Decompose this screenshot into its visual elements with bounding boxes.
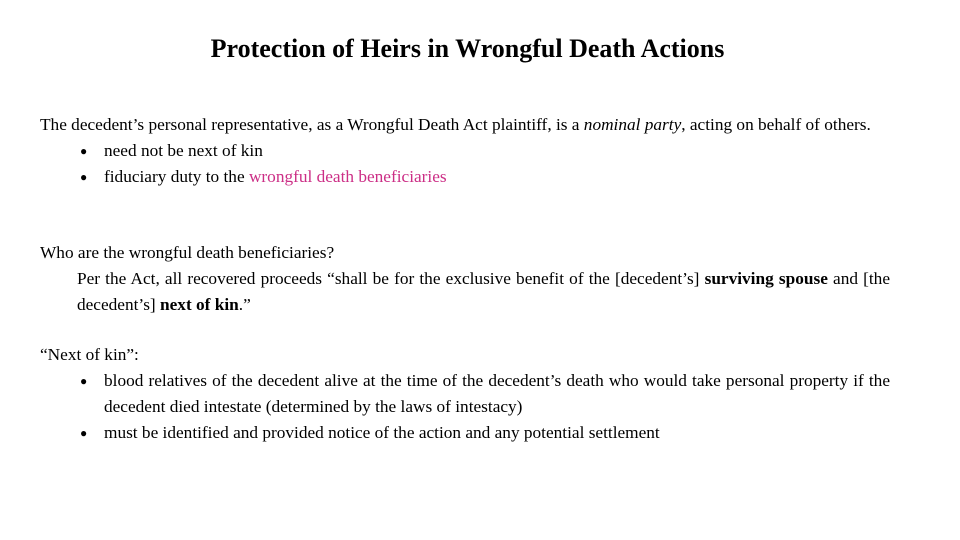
bullet-icon: ● <box>80 170 88 184</box>
next-of-kin-term: next of kin <box>160 295 239 314</box>
bullet-text: fiduciary duty to the <box>104 167 249 186</box>
slide-title: Protection of Heirs in Wrongful Death Actions <box>210 34 725 63</box>
intro-bullet-list <box>40 138 890 190</box>
next-of-kin-section <box>40 342 890 446</box>
next-of-kin-heading: “Next of kin”: <box>40 345 139 364</box>
bullet-icon: ● <box>80 374 88 388</box>
list-item <box>40 368 890 420</box>
nominal-party-phrase: nominal party <box>583 115 682 134</box>
beneficiaries-highlight: wrongful death beneficiaries <box>248 167 447 186</box>
answer-text-1: Per the Act, all recovered proceeds “shall be for the exclusive benefit of the [decedent’s] <box>77 269 705 288</box>
list-item <box>40 420 890 446</box>
surviving-spouse-term: surviving spouse <box>704 269 828 288</box>
bullet-text: must be identified and provided notice of the action and any potential settlement <box>104 423 660 442</box>
bullet-text: need not be next of kin <box>104 141 263 160</box>
beneficiaries-answer <box>40 266 890 318</box>
intro-paragraph <box>40 112 890 138</box>
intro-text-before: The decedent’s personal representative, as a Wrongful Death Act plaintiff, is a <box>40 115 584 134</box>
bullet-icon: ● <box>80 144 88 158</box>
intro-text-after: , acting on behalf of others. <box>681 115 871 134</box>
answer-text-2: and [the decedent’s] <box>77 269 890 314</box>
intro-section <box>40 112 890 190</box>
next-of-kin-bullet-list <box>40 368 890 446</box>
bullet-text: blood relatives of the decedent alive at the time of the decedent’s death who would take personal property if the decedent died intestate (determined by the laws of intestacy) <box>104 371 890 416</box>
beneficiaries-section <box>40 240 890 318</box>
list-item <box>40 164 890 190</box>
bullet-icon: ● <box>80 426 88 440</box>
list-item <box>40 138 890 164</box>
answer-text-3: .” <box>238 295 251 314</box>
beneficiaries-question: Who are the wrongful death beneficiaries? <box>40 243 335 262</box>
